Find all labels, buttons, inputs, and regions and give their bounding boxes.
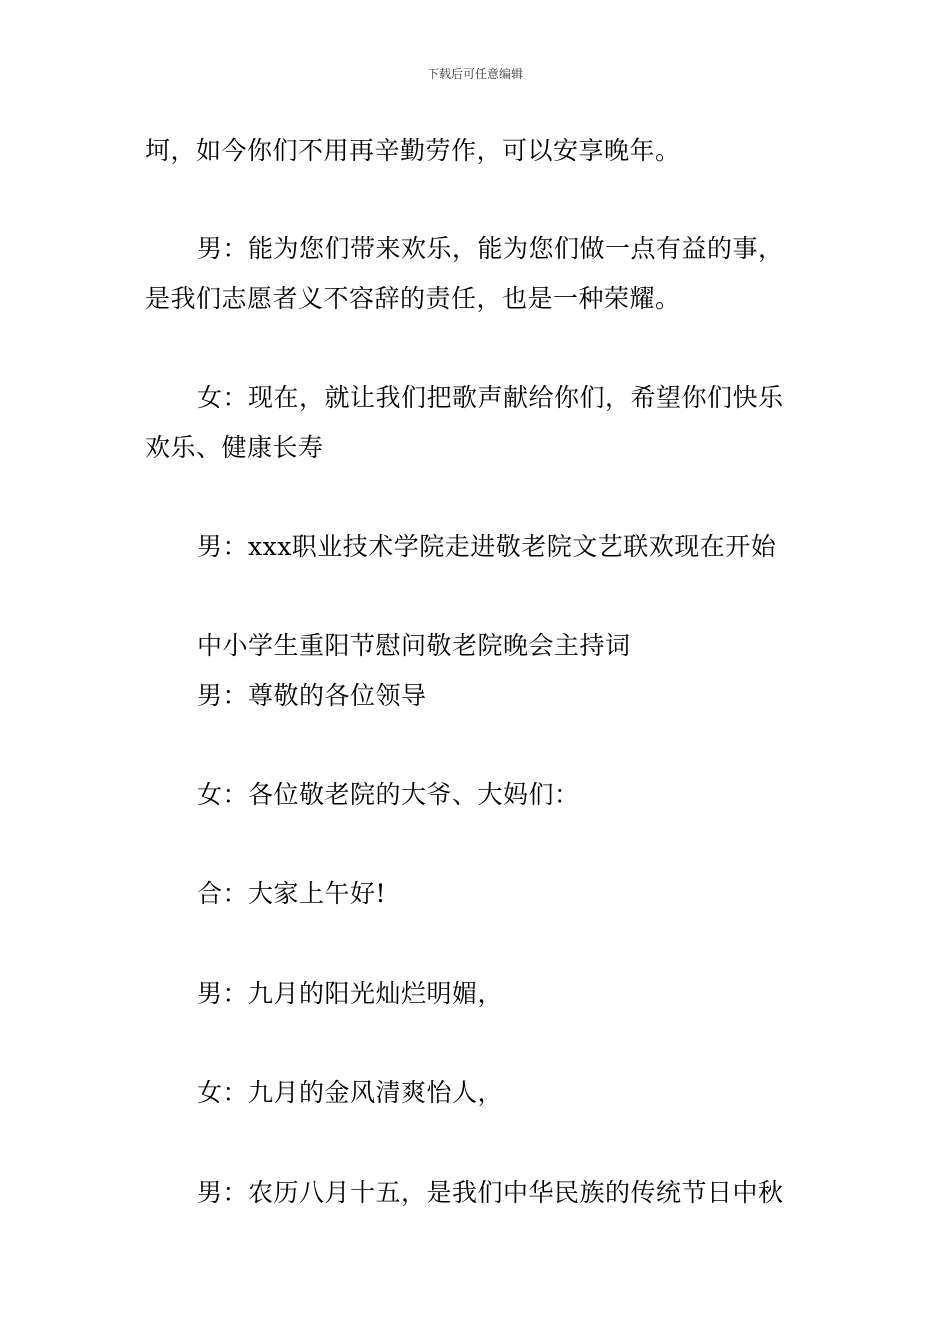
page-header: 下载后可任意编辑: [426, 67, 523, 81]
paragraph-line: 男：九月的阳光灿烂明媚，: [197, 979, 504, 1008]
section-title: 中小学生重阳节慰问敬老院晚会主持词: [197, 631, 631, 660]
paragraph-line: 男：xxx职业技术学院走进敬老院文艺联欢现在开始: [197, 532, 777, 561]
paragraph-line: 是我们志愿者义不容辞的责任，也是一种荣耀。: [145, 284, 681, 313]
paragraph-line: 男：农历八月十五，是我们中华民族的传统节日中秋: [197, 1178, 784, 1207]
paragraph-line: 合：大家上午好!: [197, 879, 387, 908]
paragraph-line: 女：现在，就让我们把歌声献给你们，希望你们快乐: [197, 383, 784, 412]
paragraph-line: 欢乐、健康长寿: [145, 433, 324, 462]
paragraph-line: 男：尊敬的各位领导: [197, 681, 427, 710]
paragraph-line: 坷，如今你们不用再辛勤劳作，可以安享晚年。: [145, 136, 681, 165]
paragraph-line: 男：能为您们带来欢乐，能为您们做一点有益的事，: [197, 234, 784, 263]
paragraph-line: 女：各位敬老院的大爷、大妈们：: [197, 780, 580, 809]
paragraph-line: 女：九月的金风清爽怡人，: [197, 1078, 504, 1107]
